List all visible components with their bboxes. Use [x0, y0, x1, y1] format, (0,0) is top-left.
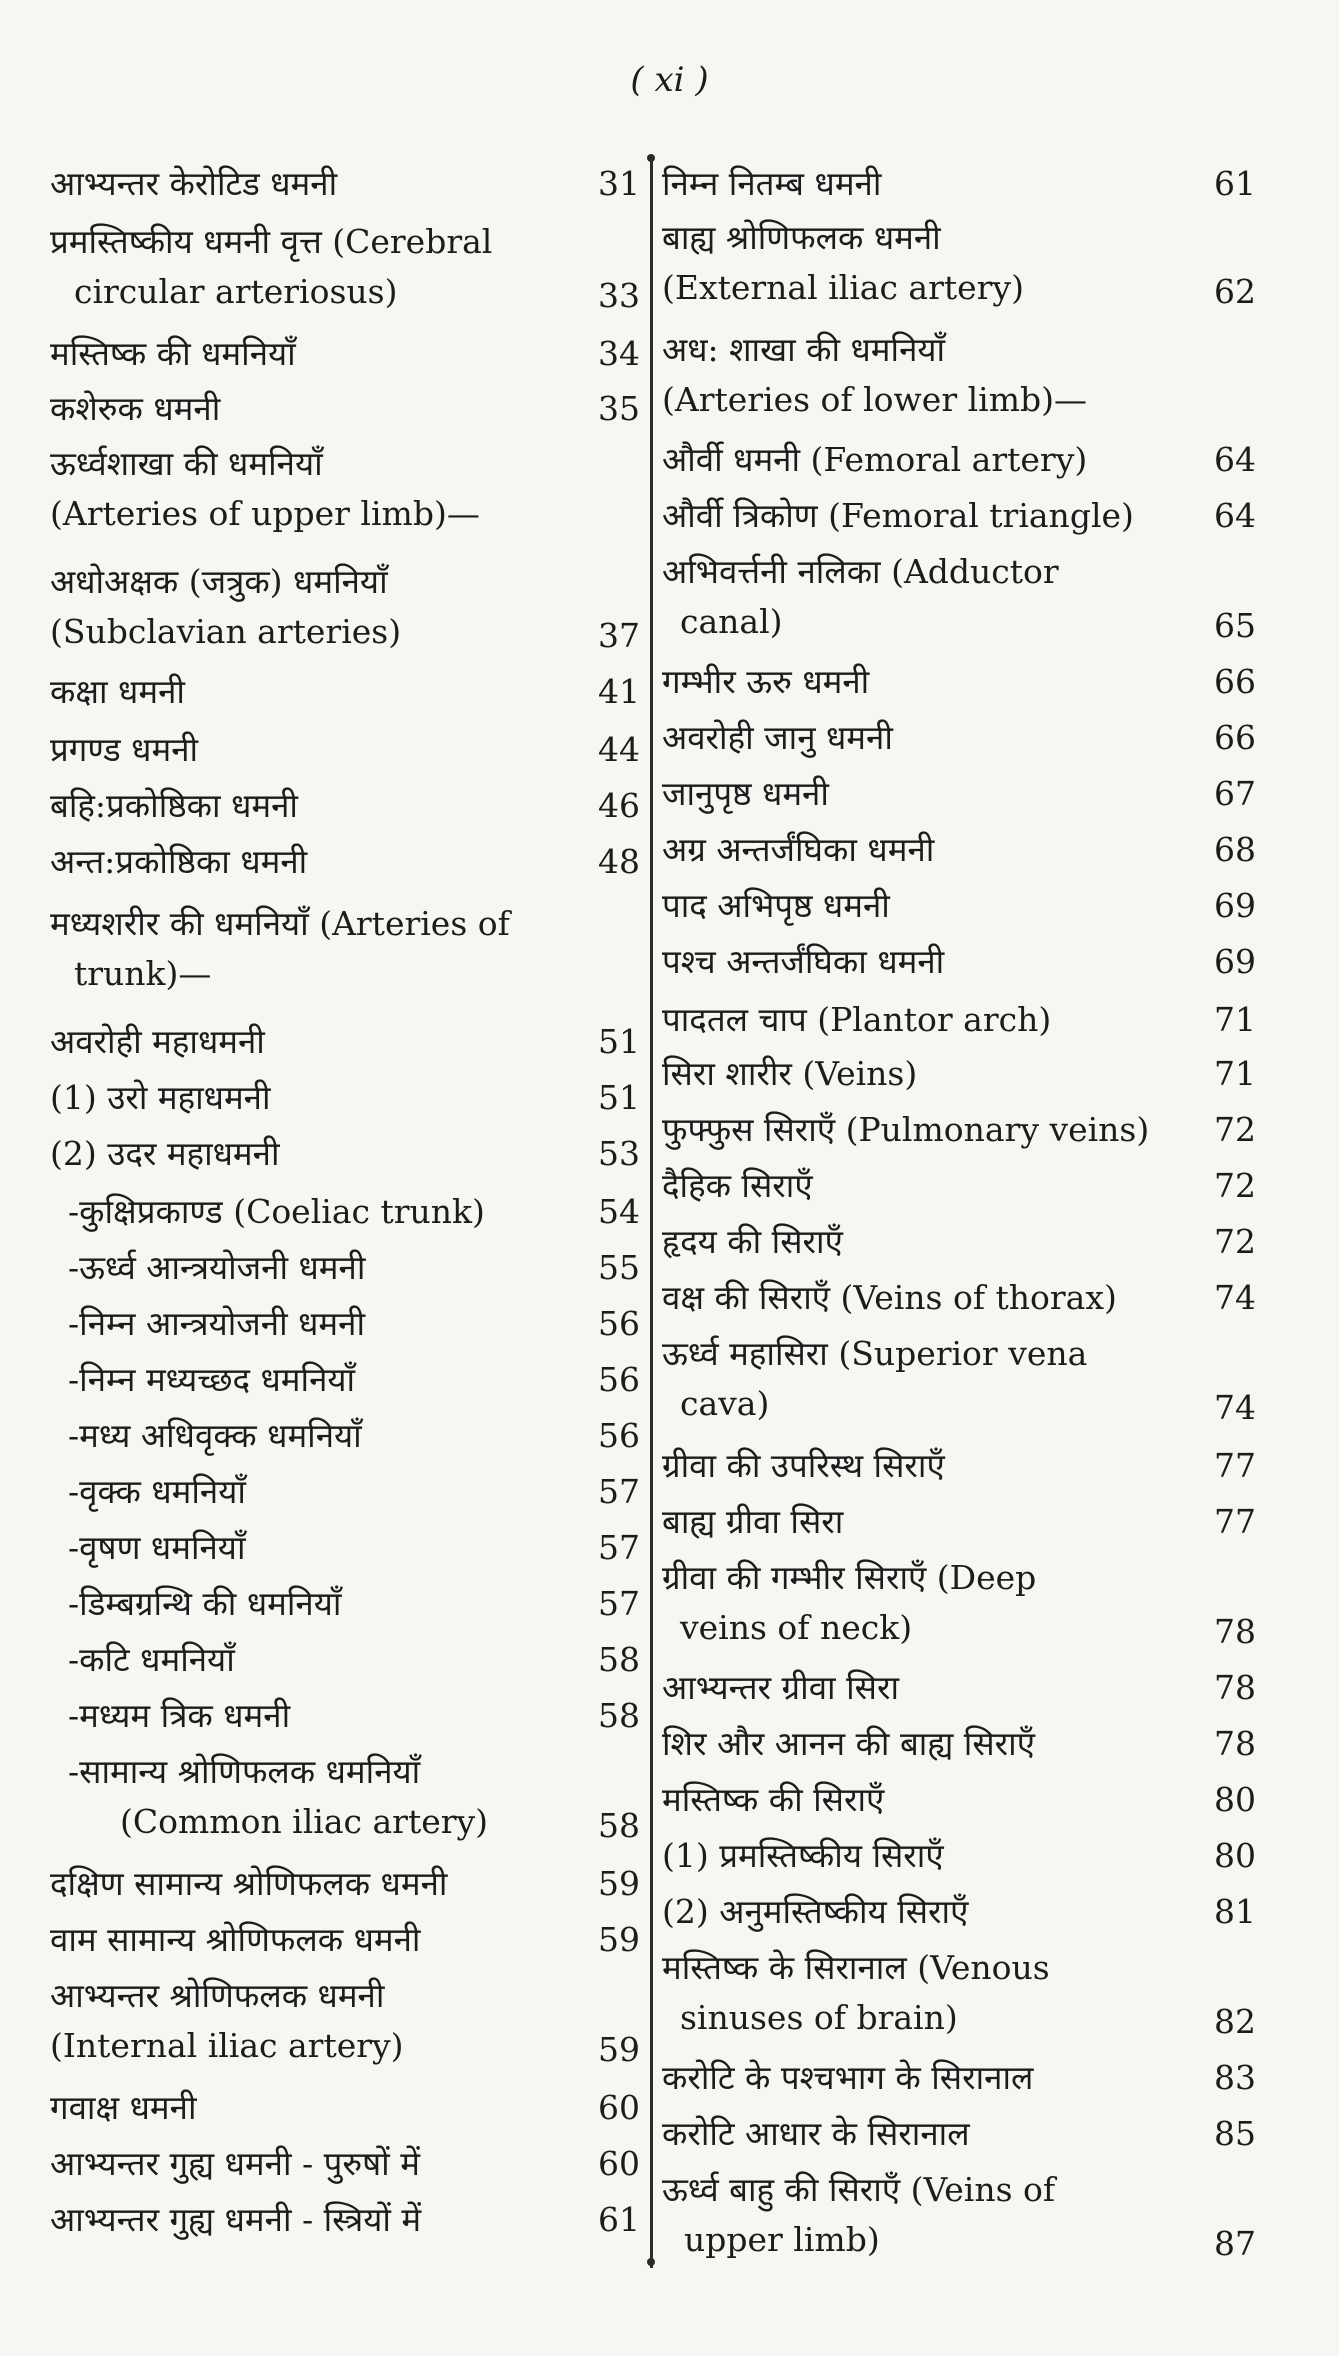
toc-page-number: 55 [598, 1248, 640, 1287]
toc-entry [656, 714, 1266, 764]
toc-entry-title: और्वी त्रिकोण (Femoral triangle) [662, 496, 1134, 535]
toc-entry-title: -कटि धमनियाँ [68, 1640, 235, 1679]
toc-page-number: 64 [1214, 496, 1256, 535]
toc-page-number: 65 [1214, 606, 1256, 645]
toc-entry-title: प्रगण्ड धमनी [50, 730, 199, 769]
toc-left-column [0, 0, 650, 2356]
toc-page-number: 66 [1214, 662, 1256, 701]
toc-entry-title: ग्रीवा की उपरिस्थ सिराएँ [662, 1446, 945, 1485]
toc-entry [656, 2110, 1266, 2160]
toc-page-number: 78 [1214, 1724, 1256, 1763]
toc-entry [0, 782, 650, 832]
toc-page-number: 62 [1214, 272, 1256, 311]
toc-entry [656, 1050, 1266, 1100]
toc-entry [656, 160, 1266, 210]
toc-entry-title-continued: upper limb) [684, 2220, 880, 2259]
toc-page-number: 37 [598, 616, 640, 655]
toc-entry-title: फुफ्फुस सिराएँ (Pulmonary veins) [662, 1110, 1150, 1149]
toc-entry-title: -निम्न मध्यच्छद धमनियाँ [68, 1360, 356, 1399]
toc-page-number: 78 [1214, 1612, 1256, 1651]
toc-page-number: 64 [1214, 440, 1256, 479]
divider-top-dot [647, 154, 655, 162]
toc-page-number: 72 [1214, 1222, 1256, 1261]
toc-entry [656, 1330, 1266, 1430]
toc-page-number: 56 [598, 1416, 640, 1455]
toc-entry-title: जानुपृष्ठ धमनी [662, 774, 829, 813]
toc-page-number: 54 [598, 1192, 640, 1231]
toc-entry [0, 1748, 650, 1848]
toc-entry [656, 938, 1266, 988]
toc-entry [656, 1664, 1266, 1714]
toc-page-number: 83 [1214, 2058, 1256, 2097]
toc-entry-title: वाम सामान्य श्रोणिफलक धमनी [50, 1920, 421, 1959]
toc-entry-title: -वृक्क धमनियाँ [68, 1472, 246, 1511]
toc-page-number: 81 [1214, 1892, 1256, 1931]
toc-entry [0, 726, 650, 776]
toc-entry-title: -निम्न आन्त्रयोजनी धमनी [68, 1304, 366, 1343]
toc-entry-title: ऊर्ध्व महासिरा (Superior vena [662, 1334, 1088, 1373]
toc-entry-title: अग्र अन्तर्जंघिका धमनी [662, 830, 935, 869]
toc-page-number: 69 [1214, 942, 1256, 981]
toc-entry-title: -वृषण धमनियाँ [68, 1528, 246, 1567]
toc-entry-title: अवरोही महाधमनी [50, 1022, 265, 1061]
toc-entry [0, 1524, 650, 1574]
toc-page-number: 77 [1214, 1446, 1256, 1485]
toc-entry-title: पादतल चाप (Plantor arch) [662, 1000, 1052, 1039]
toc-entry [0, 1300, 650, 1350]
toc-entry [0, 1188, 650, 1238]
toc-entry-title-continued: canal) [680, 602, 783, 641]
toc-page-number: 51 [598, 1078, 640, 1117]
toc-entry-title-continued: veins of neck) [680, 1608, 913, 1647]
toc-entry [0, 1130, 650, 1180]
toc-page-number: 53 [598, 1134, 640, 1173]
toc-entry [656, 1832, 1266, 1882]
toc-right-column [656, 0, 1266, 2356]
toc-page-number: 77 [1214, 1502, 1256, 1541]
toc-entry [0, 1356, 650, 1406]
toc-page-number: 57 [598, 1584, 640, 1623]
toc-entry-title: करोटि के पश्चभाग के सिरानाल [662, 2058, 1034, 2097]
toc-page-number: 51 [598, 1022, 640, 1061]
toc-entry-title: मस्तिष्क की सिराएँ [662, 1780, 885, 1819]
toc-entry-title: -डिम्बग्रन्थि की धमनियाँ [68, 1584, 342, 1623]
toc-entry-title: मस्तिष्क के सिरानाल (Venous [662, 1948, 1050, 1987]
toc-entry [656, 770, 1266, 820]
toc-entry-title: आभ्यन्तर श्रोणिफलक धमनी [50, 1976, 385, 2015]
toc-entry-title: और्वी धमनी (Femoral artery) [662, 440, 1088, 479]
toc-entry-title: ग्रीवा की गम्भीर सिराएँ (Deep [662, 1558, 1037, 1597]
toc-entry-title: अन्त:प्रकोष्ठिका धमनी [50, 842, 308, 881]
toc-entry [656, 1106, 1266, 1156]
toc-page-number: 41 [598, 672, 640, 711]
toc-entry-title: प्रमस्तिष्कीय धमनी वृत्त (Cerebral [50, 222, 493, 261]
toc-page-number: 80 [1214, 1780, 1256, 1819]
toc-entry [656, 1274, 1266, 1324]
toc-entry [0, 2084, 650, 2134]
toc-entry-title: -ऊर्ध्व आन्त्रयोजनी धमनी [68, 1248, 366, 1287]
toc-entry-title-continued: (Arteries of upper limb)— [50, 494, 480, 533]
toc-entry [656, 2166, 1266, 2266]
toc-entry-title: -मध्य अधिवृक्क धमनियाँ [68, 1416, 362, 1455]
toc-entry-title: कक्षा धमनी [50, 672, 185, 711]
toc-entry [0, 330, 650, 380]
toc-entry-title: पश्च अन्तर्जंघिका धमनी [662, 942, 945, 981]
toc-entry [0, 1916, 650, 1966]
toc-entry [0, 440, 650, 540]
toc-entry-title: निम्न नितम्ब धमनी [662, 164, 882, 203]
toc-entry [656, 326, 1266, 426]
toc-entry-title: बाह्य ग्रीवा सिरा [662, 1502, 844, 1541]
toc-entry [656, 826, 1266, 876]
toc-entry [0, 1244, 650, 1294]
toc-page-number: 59 [598, 1920, 640, 1959]
toc-page-number: 46 [598, 786, 640, 825]
toc-entry [656, 492, 1266, 542]
toc-page-number: 56 [598, 1360, 640, 1399]
toc-entry-title: ऊर्ध्वशाखा की धमनियाँ [50, 444, 323, 483]
toc-page-number: 56 [598, 1304, 640, 1343]
toc-page-number: 78 [1214, 1668, 1256, 1707]
toc-entry [0, 385, 650, 435]
toc-entry-title: बहि:प्रकोष्ठिका धमनी [50, 786, 298, 825]
toc-entry [0, 2140, 650, 2190]
toc-entry [0, 1018, 650, 1068]
page-number: ( xi ) [630, 60, 709, 100]
toc-entry-title: दक्षिण सामान्य श्रोणिफलक धमनी [50, 1864, 448, 1903]
toc-entry-title: अधोअक्षक (जत्रुक) धमनियाँ [50, 562, 388, 601]
toc-entry-title: हृदय की सिराएँ [662, 1222, 843, 1261]
toc-page-number: 58 [598, 1806, 640, 1845]
toc-entry [0, 160, 650, 210]
toc-entry-title: आभ्यन्तर गुह्य धमनी - पुरुषों में [50, 2144, 420, 2183]
toc-entry-title: -सामान्य श्रोणिफलक धमनियाँ [68, 1752, 421, 1791]
toc-entry-title: मस्तिष्क की धमनियाँ [50, 334, 296, 373]
toc-entry-title: (2) उदर महाधमनी [50, 1134, 280, 1173]
toc-page-number: 72 [1214, 1110, 1256, 1149]
toc-entry-title: सिरा शारीर (Veins) [662, 1054, 918, 1093]
toc-page-number: 74 [1214, 1278, 1256, 1317]
toc-entry [0, 668, 650, 718]
toc-entry [0, 1972, 650, 2072]
toc-entry [0, 838, 650, 888]
toc-page-number: 58 [598, 1640, 640, 1679]
toc-page-number: 87 [1214, 2224, 1256, 2263]
toc-page-number: 66 [1214, 718, 1256, 757]
toc-page-number: 85 [1214, 2114, 1256, 2153]
toc-entry-title-continued: (External iliac artery) [662, 268, 1024, 307]
toc-entry [0, 1074, 650, 1124]
toc-entry [0, 558, 650, 658]
toc-entry-title: बाह्य श्रोणिफलक धमनी [662, 218, 941, 257]
toc-entry-title: (2) अनुमस्तिष्कीय सिराएँ [662, 1892, 969, 1931]
toc-page-number: 60 [598, 2144, 640, 2183]
toc-entry [0, 2196, 650, 2246]
toc-page-number: 60 [598, 2088, 640, 2127]
toc-entry [656, 1944, 1266, 2044]
toc-entry-title-continued: circular arteriosus) [74, 272, 398, 311]
toc-page-number: 31 [598, 164, 640, 203]
toc-entry [0, 1692, 650, 1742]
toc-page-number: 44 [598, 730, 640, 769]
toc-entry-title: कशेरुक धमनी [50, 389, 221, 428]
toc-entry [0, 900, 650, 1000]
toc-entry [656, 436, 1266, 486]
toc-entry [0, 1636, 650, 1686]
toc-entry-title: गवाक्ष धमनी [50, 2088, 197, 2127]
column-divider [650, 158, 653, 2268]
toc-page-number: 59 [598, 1864, 640, 1903]
toc-page-number: 71 [1214, 1000, 1256, 1039]
toc-entry [656, 548, 1266, 648]
toc-entry-title-continued: (Internal iliac artery) [50, 2026, 404, 2065]
toc-entry-title: दैहिक सिराएँ [662, 1166, 813, 1205]
toc-entry-title: गम्भीर ऊरु धमनी [662, 662, 870, 701]
toc-entry [656, 2054, 1266, 2104]
toc-page-number: 72 [1214, 1166, 1256, 1205]
toc-entry-title-continued: cava) [680, 1384, 770, 1423]
toc-entry-title: (1) प्रमस्तिष्कीय सिराएँ [662, 1836, 944, 1875]
toc-entry-title: शिर और आनन की बाह्य सिराएँ [662, 1724, 1035, 1763]
toc-entry-title: -मध्यम त्रिक धमनी [68, 1696, 291, 1735]
toc-entry [656, 996, 1266, 1046]
toc-entry [656, 214, 1266, 314]
toc-page-number: 59 [598, 2030, 640, 2069]
toc-entry-title: आभ्यन्तर गुह्य धमनी - स्त्रियों में [50, 2200, 422, 2239]
toc-entry [656, 1218, 1266, 1268]
toc-entry [0, 1580, 650, 1630]
toc-entry-title: अध: शाखा की धमनियाँ [662, 330, 946, 369]
toc-page-number: 61 [1214, 164, 1256, 203]
toc-entry-title: ऊर्ध्व बाहु की सिराएँ (Veins of [662, 2170, 1056, 2209]
toc-entry [0, 218, 650, 318]
toc-page-number: 74 [1214, 1388, 1256, 1427]
toc-entry-title: आभ्यन्तर ग्रीवा सिरा [662, 1668, 899, 1707]
toc-page-number: 61 [598, 2200, 640, 2239]
toc-page-number: 57 [598, 1472, 640, 1511]
toc-entry [656, 1720, 1266, 1770]
toc-entry-title-continued: (Arteries of lower limb)— [662, 380, 1087, 419]
toc-page-number: 57 [598, 1528, 640, 1567]
toc-page-number: 68 [1214, 830, 1256, 869]
toc-page-number: 80 [1214, 1836, 1256, 1875]
toc-entry [656, 658, 1266, 708]
toc-entry-title-continued: sinuses of brain) [680, 1998, 958, 2037]
toc-page-number: 34 [598, 334, 640, 373]
toc-entry-title: -कुक्षिप्रकाण्ड (Coeliac trunk) [68, 1192, 485, 1231]
toc-entry-title: वक्ष की सिराएँ (Veins of thorax) [662, 1278, 1117, 1317]
toc-entry-title: मध्यशरीर की धमनियाँ (Arteries of [50, 904, 510, 943]
toc-entry-title-continued: (Common iliac artery) [120, 1802, 489, 1841]
toc-entry [0, 1860, 650, 1910]
toc-entry [656, 1162, 1266, 1212]
toc-entry-title-continued: (Subclavian arteries) [50, 612, 402, 651]
toc-entry-title: करोटि आधार के सिरानाल [662, 2114, 970, 2153]
toc-page-number: 48 [598, 842, 640, 881]
toc-entry-title: अभिवर्त्तनी नलिका (Adductor [662, 552, 1059, 591]
toc-entry-title: (1) उरो महाधमनी [50, 1078, 271, 1117]
toc-entry-title: आभ्यन्तर केरोटिड धमनी [50, 164, 338, 203]
toc-entry [656, 1498, 1266, 1548]
toc-page-number: 33 [598, 276, 640, 315]
toc-entry-title-continued: trunk)— [74, 954, 212, 993]
toc-page-number: 67 [1214, 774, 1256, 813]
toc-entry [656, 882, 1266, 932]
toc-entry [656, 1888, 1266, 1938]
toc-page-number: 71 [1214, 1054, 1256, 1093]
toc-page-number: 69 [1214, 886, 1256, 925]
toc-entry-title: अवरोही जानु धमनी [662, 718, 893, 757]
toc-page-number: 58 [598, 1696, 640, 1735]
toc-entry [656, 1776, 1266, 1826]
toc-entry [0, 1468, 650, 1518]
toc-entry [0, 1412, 650, 1462]
toc-entry [656, 1554, 1266, 1654]
divider-bottom-dot [647, 2258, 655, 2266]
toc-entry-title: पाद अभिपृष्ठ धमनी [662, 886, 890, 925]
toc-page-number: 82 [1214, 2002, 1256, 2041]
toc-page-number: 35 [598, 389, 640, 428]
toc-entry [656, 1442, 1266, 1492]
